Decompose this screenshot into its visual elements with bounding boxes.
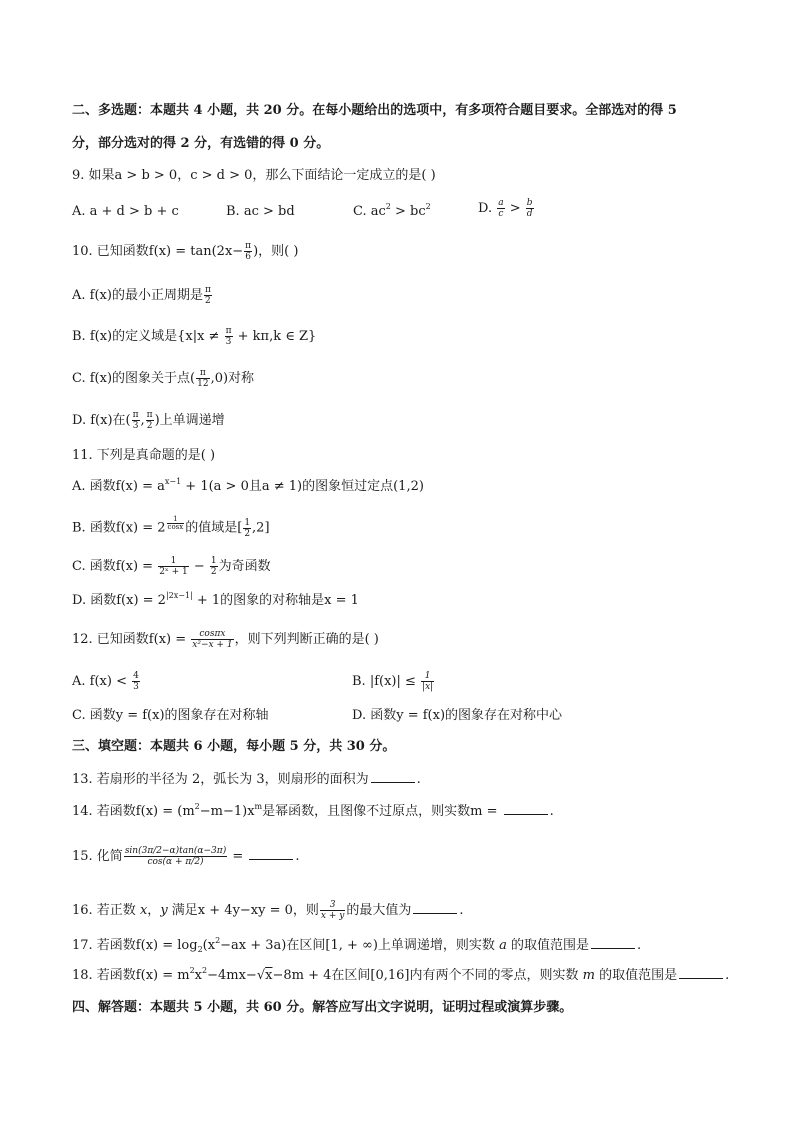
q10-option-a: A. f(x)的最小正周期是 $\frac{\pi}{2}$	[72, 285, 211, 306]
q10-option-d: D. f(x)在( $\frac{\pi}{3}$ , $\frac{\pi}{2}$ )上单调递增	[72, 410, 225, 431]
answer-blank[interactable]	[249, 847, 293, 860]
q12-stem: 12. 已知函数f(x) = $\frac{\cos\pi x}{\text{x²−x + 1}}$ ，则下列判断正确的是( )	[72, 629, 379, 650]
fraction-b-over-d: $\frac{b}{d}$	[526, 198, 533, 219]
section2-heading-line1: 二、多选题：本题共 4 小题，共 20 分。在每小题给出的选项中，有多项符合题目要求。全部选对的得 5	[72, 103, 677, 118]
q10-stem: 10. 已知函数f(x) = tan(2x− $\frac{\pi}{6}$ )，则( )	[72, 241, 299, 262]
q13-text: 13. 若扇形的半径为 2，弧长为 3，则扇形的面积为 .	[72, 772, 421, 787]
q9-option-d: D. $\frac{a}{c}$ > $\frac{b}{d}$	[478, 198, 533, 219]
q10-option-b: B. f(x)的定义域是{x|x ≠ $\frac{\pi}{3}$ + kπ,k ∈ Z}	[72, 326, 317, 347]
q14-text: 14. 若函数$f(x) = (m^2-m-1)x^m$是幂函数，且图像不过原点，则实数m = .	[72, 802, 554, 819]
q10-option-c: C. f(x)的图象关于点( $\frac{\pi}{12}$ ,0)对称	[72, 368, 255, 389]
answer-blank[interactable]	[371, 770, 415, 783]
answer-blank[interactable]	[504, 802, 548, 815]
section3-heading: 三、填空题：本题共 6 小题，每小题 5 分，共 30 分。	[72, 739, 396, 754]
q11-stem: 11. 下列是真命题的是( )	[72, 448, 216, 463]
section4-heading: 四、解答题：本题共 5 小题，共 60 分。解答应写出文字说明，证明过程或演算步骤。	[72, 1000, 573, 1015]
q11-option-d: D. 函数$f(x) = 2^{|2x-1|} + 1$的图象的对称轴是x = 1	[72, 591, 359, 608]
answer-blank[interactable]	[679, 966, 723, 979]
q9-stem: 9. 如果a > b > 0，c > d > 0，那么下面结论一定成立的是( )	[72, 168, 436, 183]
answer-blank[interactable]	[591, 936, 635, 949]
fraction-a-over-c: $\frac{a}{c}$	[498, 198, 504, 219]
q12-option-c: C. 函数y = f(x)的图象存在对称轴	[72, 708, 269, 723]
q9-option-b: B. ac > bd	[226, 204, 295, 219]
q15-text: 15. 化简 $\frac{\sin(3\pi/2-\alpha)\tan(\alpha-3\pi)}{\cos(\alpha + \pi/2)}$ = .	[72, 846, 300, 867]
q12-option-b: B. |f(x)| ≤ $\frac{1}{|x|}$	[352, 671, 434, 692]
answer-blank[interactable]	[413, 901, 457, 914]
q12-option-d: D. 函数y = f(x)的图象存在对称中心	[352, 708, 563, 723]
q11-option-a: A. 函数$f(x) = a^{x-1} + 1(a > 0$且a ≠ 1)的图象恒过定点(1,2)	[72, 477, 424, 494]
q17-text: 17. 若函数$f(x) = \log_2(x^2-ax + 3a)$在区间[1, + ∞)上单调递增，则实数 a 的取值范围是 .	[72, 936, 642, 954]
q16-text: 16. 若正数 x，y 满足x + 4y−xy = 0，则 $\frac{3}{x + y}$ 的最大值为 .	[72, 900, 464, 921]
q11-option-b: B. 函数f(x) = 2 $^{\frac{1}{\cos x}}$ 的值域是[ $\frac{1}{2}$ ,2]	[72, 515, 270, 539]
q9-option-c: C. $ac^2 > bc^2$	[353, 202, 431, 219]
q18-text: 18. 若函数$f(x) = m^2x^2-4mx-√x-8m + 4$在区间[0,16]内有两个不同的零点，则实数 m 的取值范围是 .	[72, 966, 730, 983]
q9-option-a: A. a + d > b + c	[72, 204, 179, 219]
q11-option-c: C. 函数f(x) = $\frac{1}{\text{2ˣ + 1}}$ − $\frac{1}{2}$ 为奇函数	[72, 556, 271, 577]
q12-option-a: A. f(x) < $\frac{4}{3}$	[72, 671, 139, 692]
section2-heading-line2: 分，部分选对的得 2 分，有选错的得 0 分。	[72, 136, 330, 151]
